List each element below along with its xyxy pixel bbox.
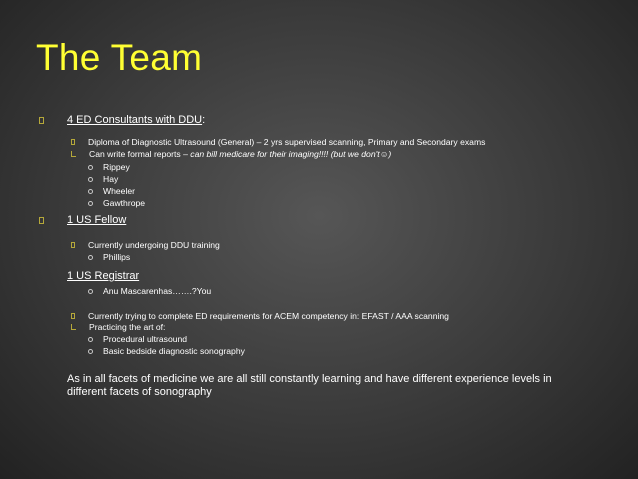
consultant-name-row <box>88 174 118 184</box>
consultant-name-row <box>88 198 145 208</box>
square-bullet-icon <box>39 217 44 224</box>
consultant-name: Hay <box>103 174 119 184</box>
slide-title: The Team <box>36 37 203 78</box>
circle-bullet-icon <box>88 289 93 294</box>
consultant-name: Gawthrope <box>103 198 146 208</box>
circle-bullet-icon <box>88 165 93 170</box>
check-bullet-icon <box>71 151 76 157</box>
consultants-item-2-text: Can write formal reports – <box>89 149 188 159</box>
fellow-name-row <box>88 252 130 262</box>
closing-paragraph: As in all facets of medicine we are all still constantly learning and have different experience levels in different facets of sonography <box>67 373 552 398</box>
smiley-icon: ☺ <box>379 149 389 159</box>
fellow-item-1 <box>71 240 220 250</box>
current-sub-row <box>88 346 245 356</box>
fellow-name: Phillips <box>103 252 131 262</box>
check-bullet-icon <box>71 324 76 330</box>
current-sub-item: Basic bedside diagnostic sonography <box>103 346 245 356</box>
consultants-heading-row <box>39 114 205 126</box>
current-item-1-text: Currently trying to complete ED requirements for ACEM competency in: EFAST / AAA scanning <box>88 311 449 321</box>
circle-bullet-icon <box>88 177 93 182</box>
consultant-name-row <box>88 162 130 172</box>
fellow-heading: 1 US Fellow <box>67 214 127 226</box>
consultant-name-row <box>88 186 135 196</box>
consultants-item-2 <box>71 149 391 159</box>
circle-bullet-icon <box>88 189 93 194</box>
circle-bullet-icon <box>88 201 93 206</box>
consultant-name: Rippey <box>103 162 130 172</box>
current-item-2-text: Practicing the art of: <box>89 322 166 332</box>
consultant-name: Wheeler <box>103 186 135 196</box>
current-sub-row <box>88 334 187 344</box>
square-bullet-icon <box>39 117 44 124</box>
consultants-heading: 4 ED Consultants with DDU <box>67 114 203 126</box>
consultants-item-2-italic: can bill medicare for their imaging!!!! (but we don't <box>190 149 380 159</box>
consultants-item-1 <box>71 137 485 147</box>
square-bullet-icon <box>71 242 75 248</box>
current-item-1 <box>71 311 449 321</box>
registrar-name: Anu Mascarenhas…….?You <box>103 286 212 296</box>
consultants-heading-colon: : <box>202 114 206 126</box>
circle-bullet-icon <box>88 337 93 342</box>
square-bullet-icon <box>71 139 75 145</box>
current-item-2 <box>71 322 165 332</box>
fellow-item-1-text: Currently undergoing DDU training <box>88 240 220 250</box>
circle-bullet-icon <box>88 255 93 260</box>
consultants-item-2-end: ) <box>388 149 392 159</box>
circle-bullet-icon <box>88 349 93 354</box>
registrar-heading: 1 US Registrar <box>67 270 140 282</box>
fellow-heading-row <box>39 214 126 226</box>
current-sub-item: Procedural ultrasound <box>103 334 188 344</box>
square-bullet-icon <box>71 313 75 319</box>
registrar-name-row <box>88 286 211 296</box>
consultants-item-1-text: Diploma of Diagnostic Ultrasound (General) – 2 yrs supervised scanning, Primary and Secondary exams <box>88 137 486 147</box>
registrar-heading-row <box>67 270 139 282</box>
